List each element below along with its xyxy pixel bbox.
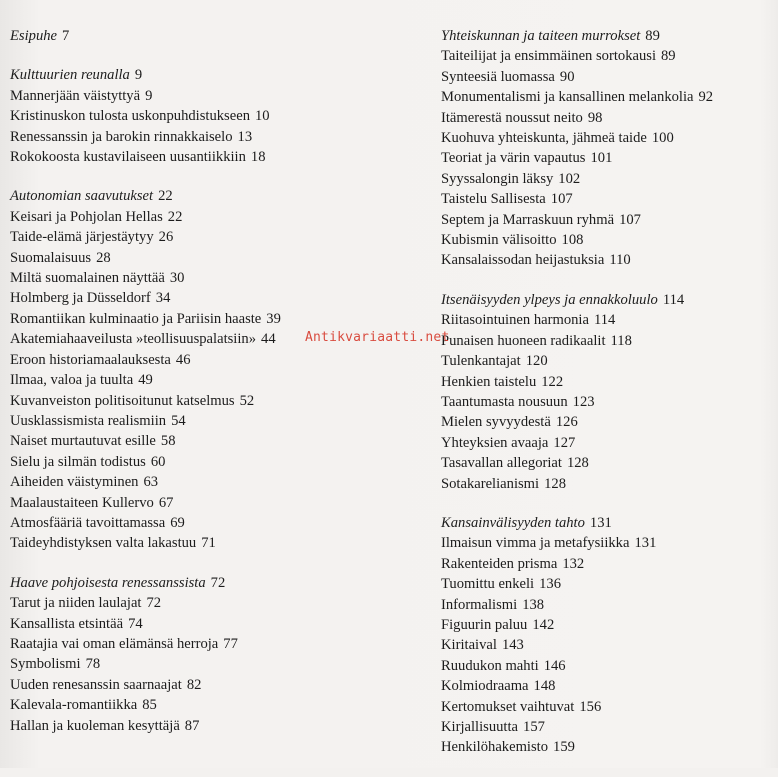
page-number: 71 — [201, 535, 216, 552]
toc-entry — [10, 654, 410, 674]
page-number: 60 — [150, 453, 166, 470]
toc-entry — [441, 210, 778, 230]
toc-entry — [441, 87, 778, 107]
page-number: 9 — [145, 87, 153, 104]
page-number: 131 — [634, 535, 657, 552]
entry-title: Kubismin välisoitto — [441, 232, 557, 249]
page-number: 7 — [62, 28, 70, 44]
entry-title: Sotakarelianismi — [441, 475, 540, 492]
entry-title: Kalevala-romantiikka — [10, 697, 138, 714]
page-number: 74 — [128, 615, 143, 632]
entry-title: Suomalaisuus — [10, 249, 92, 266]
page-number: 26 — [158, 229, 174, 246]
entry-title: Informalismi — [441, 596, 518, 613]
toc-entry — [10, 493, 410, 513]
toc-section — [441, 26, 778, 271]
toc-entry — [10, 472, 410, 492]
entry-title: Yhteyksien avaaja — [441, 434, 549, 451]
toc-entry — [441, 372, 778, 392]
toc-entry — [10, 675, 410, 695]
page-number: 89 — [645, 28, 660, 44]
page-number: 136 — [539, 576, 562, 593]
toc-entry — [441, 392, 778, 412]
entry-title: Sielu ja silmän todistus — [10, 453, 146, 470]
toc-entry — [441, 250, 778, 270]
entry-title: Kansalaissodan heijastuksia — [441, 252, 605, 269]
entry-title: Septem ja Marraskuun ryhmä — [441, 211, 615, 228]
entry-title: Rokokoosta kustavilaiseen uusantiikkiin — [10, 149, 246, 166]
toc-entry — [441, 412, 778, 432]
toc-section — [10, 573, 410, 736]
chapter-title: Autonomian saavutukset — [10, 188, 154, 205]
toc-chapter-heading — [441, 513, 778, 533]
entry-title: Tulenkantajat — [441, 353, 521, 370]
watermark-text: Antikvariaatti.net — [305, 330, 450, 345]
toc-entry — [441, 656, 778, 676]
page-number: 128 — [566, 455, 589, 472]
toc-entry — [441, 676, 778, 696]
page-number: 44 — [261, 331, 276, 348]
entry-title: Riitasointuinen harmonia — [441, 312, 589, 329]
entry-title: Keisari ja Pohjolan Hellas — [10, 208, 163, 225]
entry-title: Taistelu Sallisesta — [441, 191, 546, 208]
toc-chapter-heading — [10, 186, 410, 206]
entry-title: Henkilöhakemisto — [441, 739, 549, 756]
toc-entry — [441, 148, 778, 168]
toc-entry — [441, 717, 778, 737]
toc-entry — [10, 106, 410, 126]
entry-title: Taiteilijat ja ensimmäinen sortokausi — [441, 48, 656, 65]
page-number: 30 — [169, 270, 185, 287]
page-number: 22 — [167, 208, 183, 225]
page-number: 143 — [501, 637, 524, 654]
entry-title: Eroon historiamaalauksesta — [10, 351, 171, 368]
entry-title: Monumentalismi ja kansallinen melankolia — [441, 89, 694, 106]
toc-entry — [10, 268, 410, 288]
page-number: 49 — [138, 372, 153, 389]
page-number: 138 — [522, 596, 545, 613]
toc-entry — [10, 593, 410, 613]
page-number: 77 — [223, 635, 238, 652]
toc-entry — [441, 67, 778, 87]
toc-section — [10, 186, 410, 553]
entry-title: Holmberg ja Düsseldorf — [10, 290, 151, 307]
page-number: 18 — [250, 149, 266, 166]
toc-section — [10, 65, 410, 167]
page-number: 107 — [619, 211, 641, 228]
entry-title: Taide-elämä järjestäytyy — [10, 229, 154, 246]
toc-column-right — [441, 26, 778, 777]
page-number: 63 — [143, 474, 159, 491]
toc-entry — [441, 433, 778, 453]
page-number: 102 — [558, 170, 581, 187]
page-number: 107 — [550, 191, 573, 208]
entry-title: Kolmiodraama — [441, 678, 529, 695]
entry-title: Mannerjään väistyttyä — [10, 87, 141, 104]
toc-entry — [10, 533, 410, 553]
toc-section — [441, 513, 778, 758]
page-number: 122 — [541, 373, 564, 390]
entry-title: Ilmaa, valoa ja tuulta — [10, 372, 134, 389]
entry-title: Maalaustaiteen Kullervo — [10, 494, 154, 511]
page-number: 9 — [134, 67, 143, 84]
page-number: 114 — [593, 312, 616, 329]
toc-entry — [10, 288, 410, 308]
entry-title: Miltä suomalainen näyttää — [10, 270, 165, 287]
entry-title: Renessanssin ja barokin rinnakkaiselo — [10, 128, 233, 145]
toc-entry — [10, 513, 410, 533]
page-number: 58 — [160, 433, 176, 450]
toc-entry — [10, 350, 410, 370]
entry-title: Uusklassismista realismiin — [10, 412, 167, 429]
chapter-title: Kansainvälisyyden tahto — [441, 514, 585, 531]
toc-entry — [10, 695, 410, 715]
page-number: 118 — [610, 332, 632, 349]
page-number: 39 — [266, 310, 281, 327]
entry-title: Itämerestä noussut neito — [441, 109, 583, 126]
toc-chapter-heading — [441, 26, 778, 46]
entry-title: Syyssalongin läksy — [441, 170, 554, 187]
page-number: 101 — [590, 150, 613, 167]
page-number: 54 — [171, 412, 186, 429]
toc-entry — [10, 127, 410, 147]
entry-title: Teoriat ja värin vapautus — [441, 150, 586, 167]
page-number: 98 — [587, 109, 603, 126]
entry-title: Figuurin paluu — [441, 616, 528, 633]
entry-title: Romantiikan kulminaatio ja Pariisin haaste — [10, 310, 262, 327]
toc-entry — [10, 614, 410, 634]
entry-title: Mielen syvyydestä — [441, 414, 551, 431]
entry-title: Kansallista etsintää — [10, 615, 124, 632]
entry-title: Hallan ja kuoleman kesyttäjä — [10, 717, 180, 734]
page-number: 146 — [543, 657, 566, 674]
entry-title: Kristinuskon tulosta uskonpuhdistukseen — [10, 108, 250, 125]
entry-title: Akatemiahaaveilusta »teollisuuspalatsiin» — [10, 331, 257, 348]
entry-title: Kuohuva yhteiskunta, jähmeä taide — [441, 130, 647, 147]
entry-title: Symbolismi — [10, 656, 81, 673]
entry-title: Synteesiä luomassa — [441, 68, 555, 85]
page-number: 132 — [562, 555, 585, 572]
page-number: 127 — [553, 434, 576, 451]
chapter-title: Yhteiskunnan ja taiteen murrokset — [441, 28, 641, 44]
toc-chapter-heading — [441, 290, 778, 310]
toc-entry — [10, 391, 410, 411]
toc-entry — [10, 147, 410, 167]
toc-entry — [441, 453, 778, 473]
entry-title: Uuden renesanssin saarnaajat — [10, 676, 182, 693]
page-number: 159 — [553, 739, 575, 756]
entry-title: Tarut ja niiden laulajat — [10, 595, 142, 612]
toc-section — [10, 26, 410, 46]
entry-title: Kiritaival — [441, 637, 497, 654]
entry-title: Atmosfääriä tavoittamassa — [10, 514, 166, 531]
toc-entry — [10, 370, 410, 390]
chapter-title: Haave pohjoisesta renessanssista — [10, 574, 206, 591]
entry-title: Ruudukon mahti — [441, 657, 539, 674]
toc-entry — [10, 309, 410, 329]
page-number: 78 — [85, 656, 101, 673]
page-number: 92 — [698, 89, 714, 106]
page-number: 123 — [572, 393, 595, 410]
toc-entry — [441, 169, 778, 189]
toc-entry — [441, 554, 778, 574]
page-number: 90 — [559, 68, 575, 85]
page-number: 148 — [533, 678, 556, 695]
entry-title: Ilmaisun vimma ja metafysiikka — [441, 535, 630, 552]
page-number: 156 — [579, 698, 602, 715]
toc-entry — [441, 595, 778, 615]
chapter-title: Kulttuurien reunalla — [10, 67, 130, 84]
entry-title: Kertomukset vaihtuvat — [441, 698, 575, 715]
page-number: 120 — [525, 353, 548, 370]
page-number: 128 — [544, 475, 566, 492]
toc-entry — [441, 615, 778, 635]
entry-title: Aiheiden väistyminen — [10, 474, 139, 491]
toc-entry — [441, 533, 778, 553]
toc-entry — [10, 634, 410, 654]
entry-title: Kirjallisuutta — [441, 719, 519, 735]
toc-entry — [441, 189, 778, 209]
page-number: 110 — [609, 252, 631, 269]
page-number: 87 — [184, 717, 200, 734]
entry-title: Taideyhdistyksen valta lakastuu — [10, 535, 197, 552]
toc-entry — [441, 310, 778, 330]
toc-chapter-heading — [10, 573, 410, 593]
toc-entry — [441, 230, 778, 250]
toc-entry — [10, 431, 410, 451]
toc-chapter-heading — [10, 65, 410, 85]
entry-title: Taantumasta nousuun — [441, 393, 568, 410]
toc-chapter-heading — [10, 26, 410, 46]
page-number: 89 — [661, 48, 676, 65]
toc-entry — [10, 411, 410, 431]
page-number: 10 — [255, 108, 270, 125]
toc-entry — [441, 331, 778, 351]
page-number: 85 — [142, 697, 157, 714]
toc-entry — [441, 737, 778, 757]
page-number: 100 — [651, 130, 674, 147]
toc-entry — [10, 716, 410, 736]
entry-title: Naiset murtautuvat esille — [10, 433, 156, 450]
page-number: 67 — [158, 494, 174, 511]
entry-title: Tuomittu enkeli — [441, 576, 535, 593]
entry-title: Rakenteiden prisma — [441, 555, 558, 572]
toc-entry — [441, 128, 778, 148]
page-number: 46 — [175, 351, 191, 368]
toc-entry — [441, 574, 778, 594]
page-number: 69 — [170, 514, 185, 531]
chapter-title: Esipuhe — [10, 28, 58, 44]
page-number: 126 — [555, 414, 578, 431]
page-number: 142 — [532, 616, 555, 633]
page-number: 34 — [155, 290, 171, 307]
toc-entry — [441, 351, 778, 371]
page-number: 72 — [146, 595, 162, 612]
toc-entry — [441, 697, 778, 717]
entry-title: Raatajia vai oman elämänsä herroja — [10, 635, 219, 652]
page-number: 28 — [96, 249, 111, 266]
entry-title: Kuvanveiston politisoitunut katselmus — [10, 392, 235, 409]
entry-title: Henkien taistelu — [441, 373, 537, 390]
toc-entry — [10, 227, 410, 247]
toc-entry — [10, 207, 410, 227]
toc-entry — [10, 86, 410, 106]
page-number: 157 — [523, 719, 545, 735]
entry-title: Tasavallan allegoriat — [441, 455, 562, 472]
toc-entry — [441, 635, 778, 655]
toc-entry — [441, 108, 778, 128]
toc-entry — [441, 474, 778, 494]
page-number: 22 — [158, 188, 173, 205]
toc-entry — [10, 248, 410, 268]
page-number: 131 — [589, 514, 612, 531]
page-number: 114 — [662, 291, 685, 308]
entry-title: Punaisen huoneen radikaalit — [441, 332, 606, 349]
page-number: 52 — [239, 392, 255, 409]
toc-entry — [441, 46, 778, 66]
page-number: 13 — [237, 128, 253, 145]
page-number: 108 — [561, 232, 584, 249]
page-number: 72 — [210, 574, 226, 591]
toc-section — [441, 290, 778, 494]
chapter-title: Itsenäisyyden ylpeys ja ennakkoluulo — [441, 291, 658, 308]
toc-column-left — [10, 26, 410, 755]
page-number: 82 — [186, 676, 202, 693]
toc-entry — [10, 452, 410, 472]
